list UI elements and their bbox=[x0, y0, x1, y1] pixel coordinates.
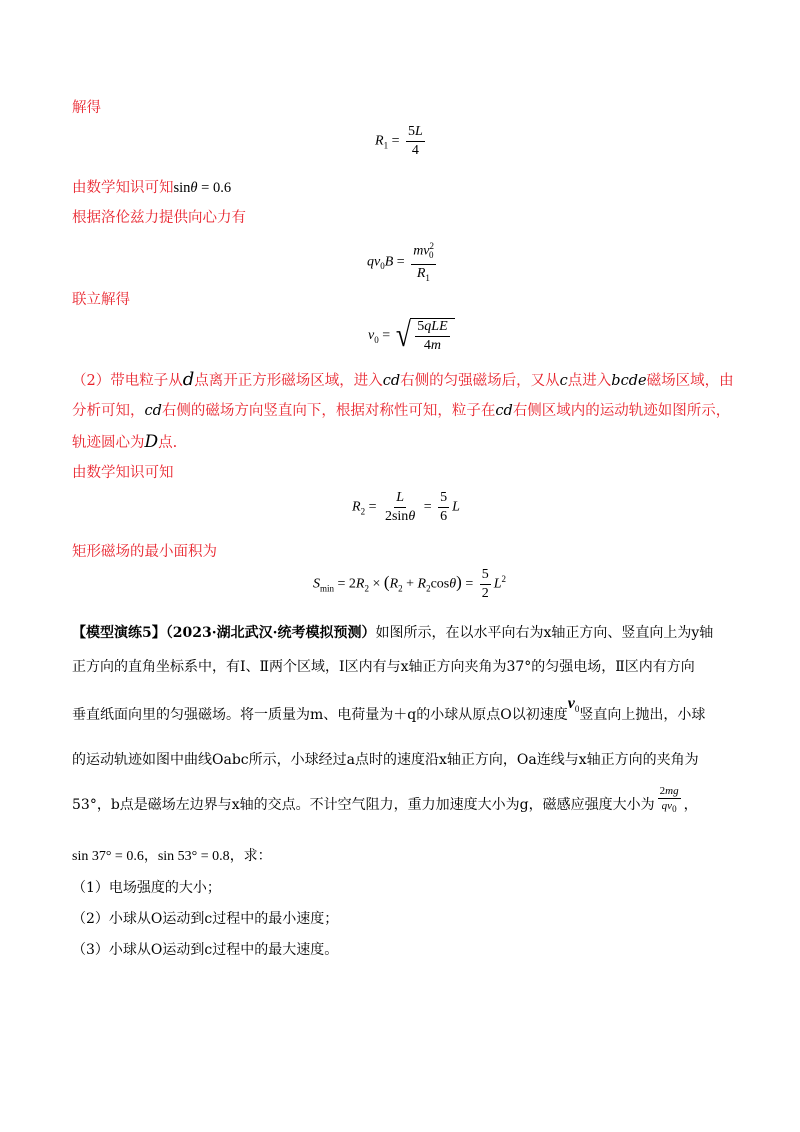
symbol-D: D bbox=[144, 432, 159, 452]
equation-s-min: $S_{min} = 2R_2 \times (R_2 + R_2\cos\theta)$ = $\frac{5}{2}$ $L^2$ bbox=[313, 567, 507, 601]
part2-line-1 bbox=[72, 369, 734, 392]
text-part2-1d: 点进入 bbox=[567, 373, 612, 389]
symbol-cd: cd bbox=[382, 373, 401, 389]
text-part2-2a: 分析可知， bbox=[72, 403, 145, 419]
symbol-cd-3: cd bbox=[495, 403, 513, 419]
text-part2-1a: （2）带电粒子从 bbox=[72, 373, 183, 389]
text-math-know-2: 由数学知识可知 bbox=[72, 465, 174, 481]
symbol-bcde: bcde bbox=[611, 373, 647, 389]
equation-sin37: sin 37° = 0.6 bbox=[72, 849, 144, 864]
problem-line-4: 的运动轨迹如图中曲线Oabc所示，小球经过a点时的速度沿x轴正方向，Oa连线与x轴正方向的夹角为 bbox=[72, 752, 699, 768]
part2-line-2 bbox=[72, 400, 730, 422]
text-problem-3a: 垂直纸面向里的匀强磁场。将一质量为m、电荷量为＋q的小球从原点O以初速度 bbox=[72, 707, 568, 723]
symbol-cd-2: cd bbox=[144, 403, 162, 419]
text-jiede-1: 解得 bbox=[72, 100, 101, 116]
text-problem-6-sep: ， bbox=[143, 848, 158, 864]
problem-source: （2023·湖北武汉·统考模拟预测） bbox=[165, 625, 376, 641]
text-part2-2b: 右侧的磁场方向竖直向下，根据对称性可知，粒子在 bbox=[161, 403, 496, 419]
question-3: （3）小球从O运动到c过程中的最大速度。 bbox=[72, 942, 339, 958]
text-problem-5b: ， bbox=[683, 797, 698, 813]
equation-sin53: sin 53° = 0.8 bbox=[157, 849, 230, 864]
text-part2-1b: 点离开正方形磁场区域，进入 bbox=[194, 373, 383, 389]
text-lorentz: 根据洛伦兹力提供向心力有 bbox=[72, 210, 246, 226]
problem-line-6 bbox=[72, 845, 272, 868]
text-lianli: 联立解得 bbox=[72, 292, 130, 308]
equation-lorentz: $qv_0B$ = $\frac{mv^2_0}{R_1}$ bbox=[367, 238, 439, 286]
text-part2-3b: 点. bbox=[158, 435, 178, 451]
symbol-v: v bbox=[567, 695, 575, 712]
problem-line-5 bbox=[72, 784, 698, 816]
symbol-v0: $v_0$ bbox=[567, 695, 580, 715]
equation-sin-theta: sinθ = 0.6 bbox=[173, 180, 232, 196]
question-1: （1）电场强度的大小； bbox=[72, 880, 221, 896]
problem-tag: 【模型演练5】 bbox=[72, 625, 166, 641]
problem-line-3 bbox=[72, 695, 706, 731]
text-part2-1c: 右侧的匀强磁场后，又从 bbox=[400, 373, 560, 389]
line-math-know-1 bbox=[72, 177, 231, 199]
equation-r2: $R_2$ = $\frac{L}{2\sin\theta}$ = $\frac{5}{6}$ L bbox=[352, 490, 460, 524]
symbol-c: c bbox=[559, 373, 568, 389]
problem-line-1 bbox=[72, 622, 713, 644]
text-part2-2c: 右侧区域内的运动轨迹如图所示， bbox=[512, 403, 731, 419]
equation-b-field: $\frac{2mg}{qv_0}$ bbox=[659, 784, 679, 815]
text-problem-3b: 竖直向上抛出，小球 bbox=[579, 707, 706, 723]
equation-r1: $R_1$ = $\frac{5L}{4}$ bbox=[375, 124, 423, 158]
text-math-know-1: 由数学知识可知 bbox=[72, 180, 174, 196]
part2-line-3 bbox=[72, 431, 177, 454]
text-min-area: 矩形磁场的最小面积为 bbox=[72, 544, 217, 560]
symbol-d: d bbox=[182, 369, 195, 390]
text-part2-3a: 轨迹圆心为 bbox=[72, 435, 145, 451]
text-part2-1e: 磁场区域，由 bbox=[646, 373, 734, 389]
text-problem-1: 如图所示，在以水平向右为x轴正方向、竖直向上为y轴 bbox=[375, 625, 714, 641]
text-problem-6-end: ，求： bbox=[229, 848, 272, 864]
problem-line-2: 正方向的直角坐标系中，有Ⅰ、Ⅱ两个区域，Ⅰ区内有与x轴正方向夹角为37°的匀强电场，Ⅱ区内有方向 bbox=[72, 659, 695, 675]
equation-v0: $v_0$ = √ $\frac{\text{5qLE}}{4m}$ bbox=[368, 318, 455, 354]
text-problem-5a: 53°，b点是磁场左边界与x轴的交点。不计空气阻力，重力加速度大小为g，磁感应强度大小为 bbox=[72, 797, 655, 813]
question-2: （2）小球从O运动到c过程中的最小速度； bbox=[72, 911, 339, 927]
